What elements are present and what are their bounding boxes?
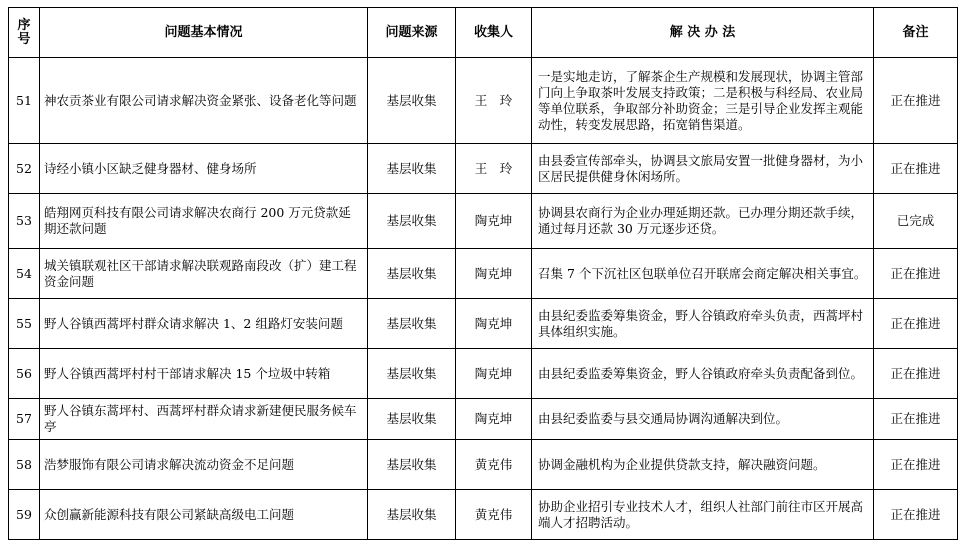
header-collector: 收集人 bbox=[456, 8, 532, 58]
row-remark: 正在推进 bbox=[874, 144, 958, 194]
issue-table bbox=[8, 7, 958, 540]
row-collector: 黄克伟 bbox=[456, 490, 532, 540]
row-issue: 神农贡茶业有限公司请求解决资金紧张、设备老化等问题 bbox=[40, 58, 368, 144]
table-row bbox=[9, 194, 958, 249]
row-num: 56 bbox=[9, 349, 40, 399]
header-issue: 问题基本情况 bbox=[40, 8, 368, 58]
row-collector: 陶克坤 bbox=[456, 249, 532, 299]
row-num: 53 bbox=[9, 194, 40, 249]
row-source: 基层收集 bbox=[368, 299, 456, 349]
header-num bbox=[9, 8, 40, 58]
row-solution: 协调县农商行为企业办理延期还款。已办理分期还款手续，通过每月还款 30 万元逐步还贷。 bbox=[532, 194, 874, 249]
header-solution: 解 决 办 法 bbox=[532, 8, 874, 58]
row-source: 基层收集 bbox=[368, 399, 456, 440]
row-collector: 王 玲 bbox=[456, 58, 532, 144]
row-remark: 正在推进 bbox=[874, 58, 958, 144]
row-collector: 陶克坤 bbox=[456, 194, 532, 249]
table-row bbox=[9, 349, 958, 399]
row-remark: 正在推进 bbox=[874, 299, 958, 349]
row-issue: 浩梦服饰有限公司请求解决流动资金不足问题 bbox=[40, 440, 368, 490]
row-num: 59 bbox=[9, 490, 40, 540]
table-row bbox=[9, 490, 958, 540]
row-solution: 一是实地走访，了解茶企生产规模和发展现状，协调主管部门向上争取茶叶发展支持政策；二是积极与科经局、农业局等单位联系，争取部分补助资金；三是引导企业发挥主观能动性，转变发展思路，拓宽销售渠道。 bbox=[532, 58, 874, 144]
row-remark: 正在推进 bbox=[874, 440, 958, 490]
row-solution: 召集 7 个下沉社区包联单位召开联席会商定解决相关事宜。 bbox=[532, 249, 874, 299]
row-solution: 协调金融机构为企业提供贷款支持，解决融资问题。 bbox=[532, 440, 874, 490]
row-remark: 正在推进 bbox=[874, 490, 958, 540]
row-source: 基层收集 bbox=[368, 58, 456, 144]
row-collector: 陶克坤 bbox=[456, 349, 532, 399]
row-remark: 正在推进 bbox=[874, 349, 958, 399]
header-remark: 备注 bbox=[874, 8, 958, 58]
table-row bbox=[9, 299, 958, 349]
row-issue: 众创赢新能源科技有限公司紧缺高级电工问题 bbox=[40, 490, 368, 540]
row-remark: 正在推进 bbox=[874, 399, 958, 440]
row-num: 54 bbox=[9, 249, 40, 299]
row-solution: 由县纪委监委与县交通局协调沟通解决到位。 bbox=[532, 399, 874, 440]
table-row bbox=[9, 249, 958, 299]
table-row bbox=[9, 144, 958, 194]
header-num-line2: 号 bbox=[17, 31, 31, 47]
row-num: 55 bbox=[9, 299, 40, 349]
header-num-line1: 序 bbox=[17, 17, 31, 33]
row-solution: 由县纪委监委筹集资金，野人谷镇政府牵头负责配备到位。 bbox=[532, 349, 874, 399]
row-source: 基层收集 bbox=[368, 490, 456, 540]
row-solution: 由县委宣传部牵头，协调县文旅局安置一批健身器材，为小区居民提供健身休闲场所。 bbox=[532, 144, 874, 194]
table-row bbox=[9, 58, 958, 144]
row-collector: 陶克坤 bbox=[456, 299, 532, 349]
row-issue: 野人谷镇西蒿坪村群众请求解决 1、2 组路灯安装问题 bbox=[40, 299, 368, 349]
row-num: 58 bbox=[9, 440, 40, 490]
row-remark: 已完成 bbox=[874, 194, 958, 249]
row-source: 基层收集 bbox=[368, 144, 456, 194]
row-issue: 皓翔网页科技有限公司请求解决农商行 200 万元贷款延期还款问题 bbox=[40, 194, 368, 249]
row-num: 51 bbox=[9, 58, 40, 144]
row-source: 基层收集 bbox=[368, 440, 456, 490]
row-num: 57 bbox=[9, 399, 40, 440]
row-collector: 王 玲 bbox=[456, 144, 532, 194]
row-issue: 诗经小镇小区缺乏健身器材、健身场所 bbox=[40, 144, 368, 194]
row-issue: 野人谷镇东蒿坪村、西蒿坪村群众请求新建便民服务候车亭 bbox=[40, 399, 368, 440]
header-row bbox=[9, 8, 958, 58]
row-num: 52 bbox=[9, 144, 40, 194]
row-collector: 陶克坤 bbox=[456, 399, 532, 440]
row-remark: 正在推进 bbox=[874, 249, 958, 299]
header-source: 问题来源 bbox=[368, 8, 456, 58]
row-source: 基层收集 bbox=[368, 249, 456, 299]
row-collector: 黄克伟 bbox=[456, 440, 532, 490]
row-issue: 城关镇联观社区干部请求解决联观路南段改（扩）建工程资金问题 bbox=[40, 249, 368, 299]
table-row bbox=[9, 399, 958, 440]
row-source: 基层收集 bbox=[368, 349, 456, 399]
table-row bbox=[9, 440, 958, 490]
row-solution: 协助企业招引专业技术人才，组织人社部门前往市区开展高端人才招聘活动。 bbox=[532, 490, 874, 540]
row-issue: 野人谷镇西蒿坪村村干部请求解决 15 个垃圾中转箱 bbox=[40, 349, 368, 399]
row-solution: 由县纪委监委筹集资金，野人谷镇政府牵头负责，西蒿坪村具体组织实施。 bbox=[532, 299, 874, 349]
row-source: 基层收集 bbox=[368, 194, 456, 249]
